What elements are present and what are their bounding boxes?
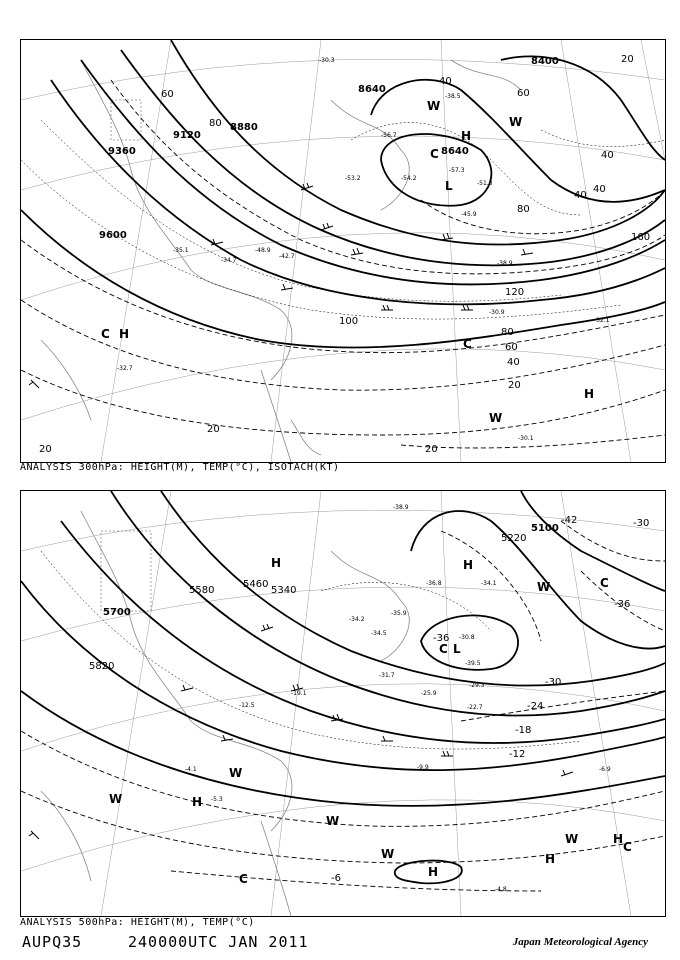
isotach-label: 60 <box>161 89 174 100</box>
warm-symbol: W <box>537 580 551 594</box>
isotach-label: 40 <box>601 150 614 161</box>
temp-label: -57.3 <box>449 167 465 174</box>
height-label: 9120 <box>173 130 201 141</box>
center-symbols <box>109 556 632 886</box>
temp-label: -51.3 <box>477 180 493 187</box>
height-label: 5460 <box>243 579 269 590</box>
temp-label: -48.9 <box>255 247 271 254</box>
isotach-label: 80 <box>517 204 530 215</box>
isotach-label: 20 <box>508 380 521 391</box>
map-300hpa <box>20 39 666 463</box>
isotach-label: 20 <box>39 444 52 455</box>
isotach-label: 120 <box>505 287 525 298</box>
high-symbol: H <box>119 327 130 341</box>
cold-center-symbol: C <box>430 147 439 161</box>
height-label: 5580 <box>189 585 215 596</box>
height-label: 5220 <box>501 533 527 544</box>
cold-center-symbol: C <box>623 840 632 854</box>
height-label: 8640 <box>358 84 386 95</box>
height-label: 5820 <box>89 661 115 672</box>
high-symbol: H <box>584 387 595 401</box>
temp-label: -31.7 <box>379 672 395 679</box>
temp-label: -38.9 <box>393 504 409 511</box>
warm-symbol: W <box>229 766 243 780</box>
isotherm-label: -42 <box>561 515 578 526</box>
isotach-label: 20 <box>425 444 438 455</box>
caption-300hpa: ANALYSIS 300hPa: HEIGHT(M), TEMP(°C), ISOTACH(KT) <box>20 462 340 473</box>
temp-label: -9.9 <box>417 764 429 771</box>
warm-symbol: W <box>489 411 503 425</box>
analysis-time: 240000UTC JAN 2011 <box>128 933 309 951</box>
isotach-label: 100 <box>339 316 359 327</box>
temp-label: -4.1 <box>185 766 197 773</box>
height-labels <box>99 56 559 241</box>
height-labels <box>89 523 559 672</box>
isotherm-label: -18 <box>515 725 532 736</box>
cold-center-symbol: C <box>101 327 110 341</box>
graticule <box>21 40 665 462</box>
temp-label: -30.8 <box>459 634 475 641</box>
temp-label: -30.3 <box>319 57 335 64</box>
temp-label: -19.1 <box>291 690 307 697</box>
warm-symbol: W <box>326 814 340 828</box>
warm-symbol: W <box>565 832 579 846</box>
map-300hpa-svg <box>21 40 665 462</box>
isotach-label: 40 <box>439 76 452 87</box>
isotach-contours <box>21 80 665 448</box>
caption-500hpa: ANALYSIS 500hPa: HEIGHT(M), TEMP(°C) <box>20 917 255 928</box>
height-label: 8880 <box>230 122 258 133</box>
height-label: 8400 <box>531 56 559 67</box>
high-symbol: H <box>461 129 472 143</box>
temp-label: -32.1 <box>594 317 610 324</box>
temp-label: -32.7 <box>117 365 133 372</box>
bulletin-code: AUPQ35 <box>22 933 83 951</box>
coastlines <box>41 511 409 916</box>
cold-center-symbol: C <box>239 872 248 886</box>
height-label: 5100 <box>531 523 559 534</box>
isotach-label: 80 <box>501 327 514 338</box>
temp-label: -53.2 <box>345 175 361 182</box>
map-500hpa-svg <box>21 491 665 916</box>
low-symbol: L <box>453 642 461 656</box>
isotach-label: 40 <box>507 357 520 368</box>
temp-label: -42.7 <box>279 253 295 260</box>
isotherm-label: -30 <box>633 518 650 529</box>
temp-label: -35.9 <box>391 610 407 617</box>
temp-label: -54.2 <box>401 175 417 182</box>
isotherm-labels <box>331 515 649 884</box>
wind-barbs <box>29 183 533 388</box>
isotherm-label: -24 <box>527 701 544 712</box>
high-symbol: H <box>271 556 282 570</box>
high-symbol: H <box>613 832 624 846</box>
cold-center-symbol: C <box>463 337 472 351</box>
temp-label: -4.8 <box>495 886 507 893</box>
temp-label: -30.1 <box>518 435 534 442</box>
temp-label: -45.9 <box>461 211 477 218</box>
temp-label: -39.5 <box>465 660 481 667</box>
temperature-labels <box>185 504 611 893</box>
temp-label: -5.3 <box>211 796 223 803</box>
isotherm-label: -30 <box>545 677 562 688</box>
isotach-label: 80 <box>209 118 222 129</box>
temp-label: -35.1 <box>173 247 189 254</box>
isotherm-label: -12 <box>509 749 526 760</box>
high-symbol: H <box>463 558 474 572</box>
isotach-label: 20 <box>207 424 220 435</box>
isotach-label: 40 <box>593 184 606 195</box>
isotach-labels <box>39 54 650 455</box>
height-label: 5700 <box>103 607 131 618</box>
warm-symbol: W <box>381 847 395 861</box>
temp-label: -38.5 <box>445 93 461 100</box>
isotherm-label: -36 <box>433 633 450 644</box>
temp-label: -25.9 <box>421 690 437 697</box>
temp-label: -34.7 <box>221 257 237 264</box>
agency-credit: Japan Meteorological Agency <box>512 936 648 948</box>
high-symbol: H <box>192 795 203 809</box>
temp-label: -38.9 <box>497 260 513 267</box>
height-label: 5340 <box>271 585 297 596</box>
height-label: 8640 <box>441 146 469 157</box>
cold-center-symbol: C <box>439 642 448 656</box>
high-symbol: H <box>428 865 439 879</box>
temp-label: -36.8 <box>426 580 442 587</box>
temp-label: -30.9 <box>489 309 505 316</box>
warm-symbol: W <box>427 99 441 113</box>
isotach-label: 60 <box>517 88 530 99</box>
temp-label: -6.9 <box>599 766 611 773</box>
warm-symbol: W <box>109 792 123 806</box>
isotherm-label: -6 <box>331 873 341 884</box>
coastlines <box>41 60 521 462</box>
isotach-label: 20 <box>621 54 634 65</box>
wind-barbs <box>29 624 573 839</box>
warm-symbol: W <box>509 115 523 129</box>
height-label: 9360 <box>108 146 136 157</box>
temperature-labels <box>117 57 610 442</box>
temp-label: -22.7 <box>467 704 483 711</box>
isotach-label: 40 <box>574 190 587 201</box>
cold-center-symbol: C <box>600 576 609 590</box>
low-symbol: L <box>445 179 453 193</box>
thin-contours <box>41 551 581 749</box>
isotach-label: 160 <box>631 232 651 243</box>
temp-label: -34.1 <box>481 580 497 587</box>
temp-label: -34.5 <box>371 630 387 637</box>
temp-label: -12.5 <box>239 702 255 709</box>
temp-label: -29.3 <box>469 682 485 689</box>
high-symbol: H <box>545 852 556 866</box>
temp-label: -56.7 <box>381 132 397 139</box>
temp-label: -34.2 <box>349 616 365 623</box>
isotach-label: 60 <box>505 342 518 353</box>
map-500hpa <box>20 490 666 917</box>
height-label: 9600 <box>99 230 127 241</box>
isotherm-label: -36 <box>614 599 631 610</box>
